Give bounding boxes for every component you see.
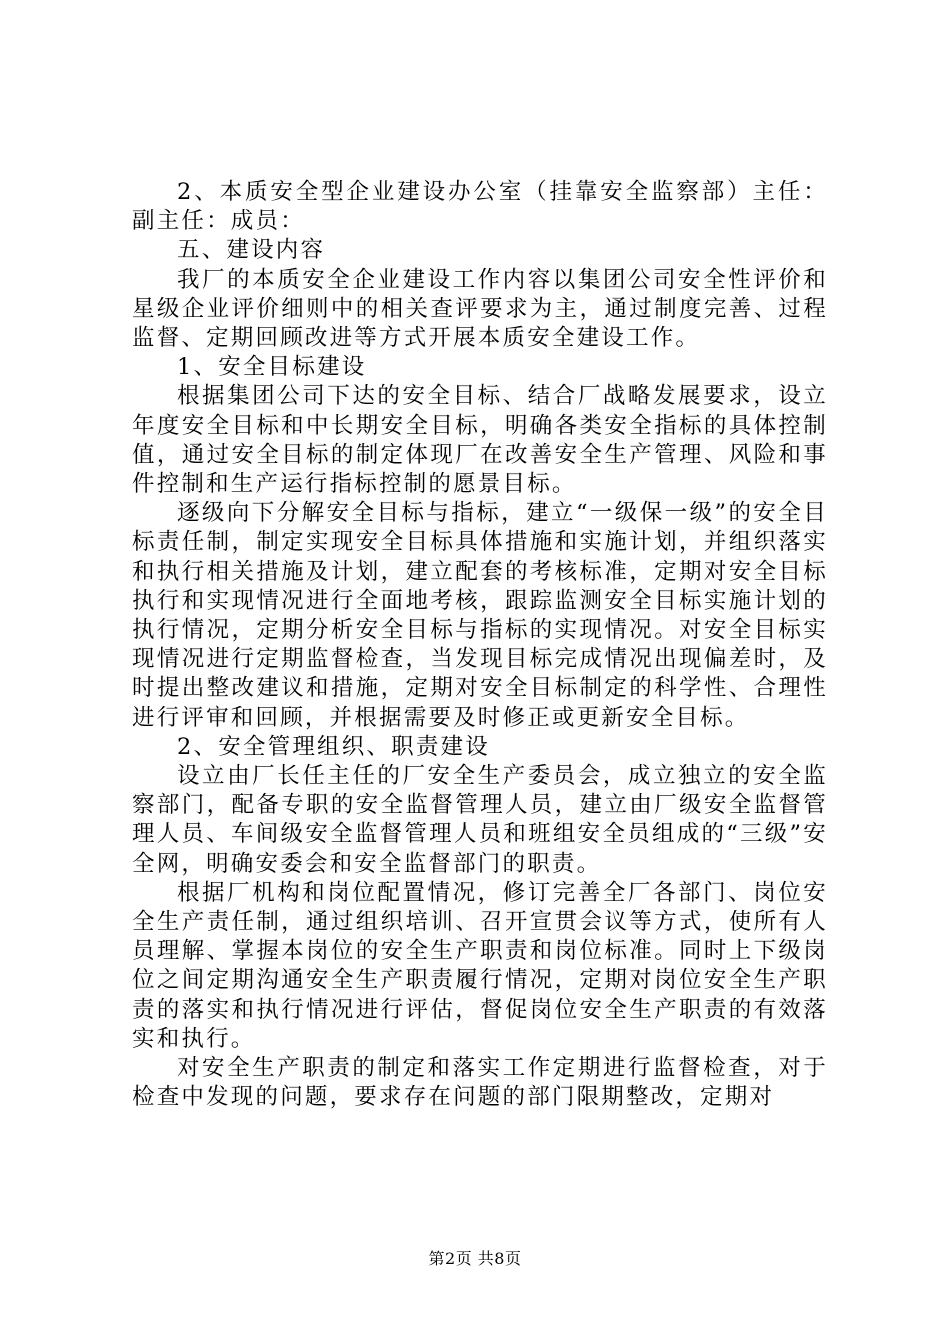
paragraph-safety-goals-setting: 根据集团公司下达的安全目标、结合厂战略发展要求，设立年度安全目标和中长期安全目标，明确各类安全指标的具体控制值，通过安全目标的制定体现厂在改善安全生产管理、风险和事件控制和生产运行指标控制的愿景目标。 xyxy=(132,383,828,498)
section-heading-construction-content: 五、建设内容 xyxy=(177,237,326,264)
paragraph-safety-goals-decomposition: 逐级向下分解安全目标与指标，建立“一级保一级”的安全目标责任制，制定实现安全目标具体措施和实施计划，并组织落实和执行相关措施及计划，建立配套的考核标准，定期对安全目标执行和实现情况进行全面地考核，跟踪监测安全目标实施计划的执行情况，定期分析安全目标与指标的实现情况。对安全目标实现情况进行定期监督检查，当发现目标完成情况出现偏差时，及时提出整改建议和措施，定期对安全目标制定的科学性、合理性进行评审和回顾，并根据需要及时修正或更新安全目标。 xyxy=(132,500,828,731)
paragraph-responsibility-system: 根据厂机构和岗位配置情况，修订完善全厂各部门、岗位安全生产责任制，通过组织培训、召开宣贯会议等方式，使所有人员理解、掌握本岗位的安全生产职责和岗位标准。同时上下级岗位之间定期沟通安全生产职责履行情况，定期对岗位安全生产职责的落实和执行情况进行评估，督促岗位安全生产职责的有效落实和执行。 xyxy=(132,879,828,1052)
subsection-heading-safety-goals: 1、安全目标建设 xyxy=(177,354,367,381)
subsection-heading-organization-duties: 2、安全管理组织、职责建设 xyxy=(177,733,490,760)
paragraph-content-overview: 我厂的本质安全企业建设工作内容以集团公司安全性评价和星级企业评价细则中的相关查评要求为主，通过制度完善、过程监督、定期回顾改进等方式开展本质安全建设工作。 xyxy=(132,266,828,352)
document-body xyxy=(132,178,828,1113)
page-number-footer: 第2页 共8页 xyxy=(428,1249,522,1268)
paragraph-safety-committee: 设立由厂长任主任的厂安全生产委员会，成立独立的安全监察部门，配备专职的安全监督管理人员，建立由厂级安全监督管理人员、车间级安全监督管理人员和班组安全员组成的“三级”安全网，明确安委会和安全监督部门的职责。 xyxy=(132,763,828,877)
paragraph-supervision-check: 对安全生产职责的制定和落实工作定期进行监督检查，对于检查中发现的问题，要求存在问题的部门限期整改，定期对 xyxy=(132,1055,828,1111)
paragraph-office-members: 2、本质安全型企业建设办公室（挂靠安全监察部）主任：副主任：成员： xyxy=(132,179,828,235)
